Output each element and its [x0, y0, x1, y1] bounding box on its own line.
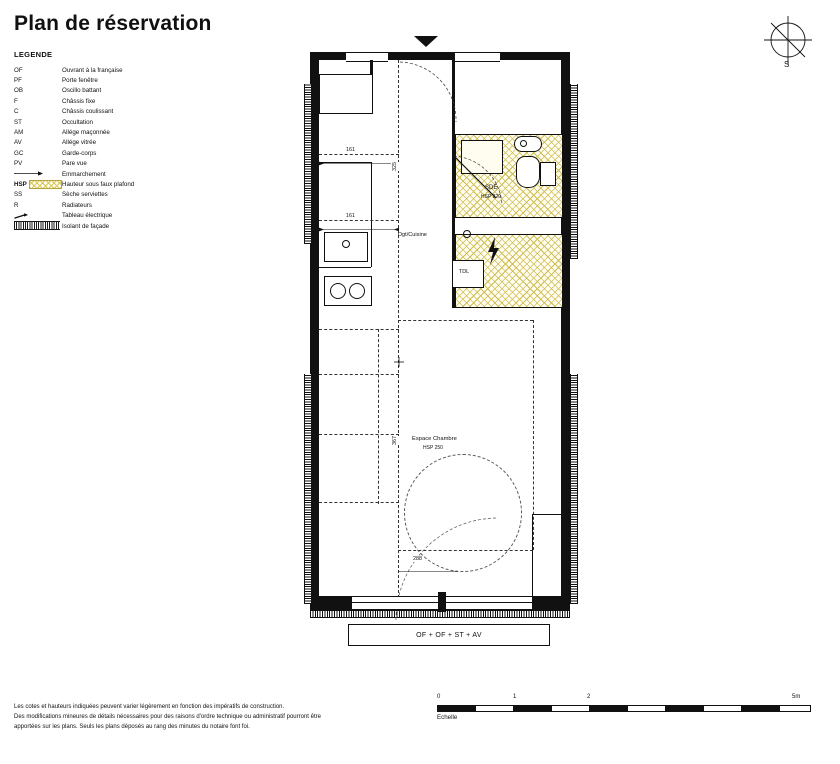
scale-segment [703, 705, 743, 712]
wall-bottom-left [310, 596, 352, 610]
dim-288 [398, 562, 458, 580]
legend-item [14, 159, 244, 169]
kitchen-counter-bottom [319, 267, 371, 268]
electrical-panel-icon [14, 212, 62, 220]
dim-288-value: 288 [413, 556, 422, 562]
scale-segment [589, 705, 629, 712]
window-top-right [455, 52, 500, 62]
scale-tick-5m: 5m [792, 694, 801, 700]
room-label-dgt-cuisine: Dgt/Cuisine [398, 232, 427, 238]
legend-code: SS [14, 191, 23, 199]
scale-segment [741, 705, 781, 712]
legend-symbol-hsp [14, 180, 62, 189]
legend-desc: Emmarchement [62, 170, 106, 178]
washbasin-drain-icon [520, 140, 527, 147]
opening-label-box [348, 624, 550, 646]
washbasin [514, 136, 542, 152]
scale-segment [627, 705, 667, 712]
electrical-panel-icon [485, 236, 501, 271]
toilet [516, 156, 540, 188]
legend-desc: Hauteur sous faux plafond [62, 180, 135, 188]
dash-guide-vertical-right [533, 320, 534, 550]
legend-item [14, 107, 244, 117]
room-label-sde: SDE [485, 185, 498, 191]
dim-325-value: 325 [392, 162, 398, 171]
legend-item [14, 148, 244, 158]
hob-burner-icon [349, 283, 365, 299]
legend-item [14, 86, 244, 96]
legend-desc: Porte fenêtre [62, 77, 98, 85]
scale-segment [665, 705, 705, 712]
legend-code: AV [14, 139, 22, 147]
page-title: Plan de réservation [14, 12, 212, 35]
legend-desc: Radiateurs [62, 201, 92, 209]
dim-161-bottom [319, 220, 399, 238]
legend-symbol-arrow [14, 170, 62, 179]
legend-code: HSP [14, 180, 27, 188]
window-top-left [346, 52, 388, 62]
legend-code: PF [14, 77, 22, 85]
compass-rose [762, 16, 818, 72]
room-label-espace-chambre: Espace Chambre [412, 436, 457, 442]
legend-desc: Pare vue [62, 160, 87, 168]
dim-161-bottom-value: 161 [346, 213, 355, 219]
scale-segment [513, 705, 553, 712]
legend-code: ST [14, 118, 22, 126]
scale-tick-1: 1 [513, 694, 517, 700]
legend-item-emmarchement [14, 169, 244, 179]
scale-tick-2: 2 [587, 694, 591, 700]
legend-item [14, 127, 244, 137]
legend-item [14, 138, 244, 148]
scale-segment [475, 705, 515, 712]
legend-item [14, 190, 244, 200]
legend-code: F [14, 97, 18, 105]
niche-line-top [532, 514, 562, 515]
legend-code: C [14, 108, 19, 116]
scale-segment [437, 705, 477, 712]
legend-item-isolant [14, 221, 244, 231]
door-swing-entrance [398, 60, 458, 138]
legend-item [14, 96, 244, 106]
legend-desc: Occultation [62, 118, 93, 126]
facade-insulation-left-lower [304, 374, 312, 604]
legend-code: PV [14, 160, 23, 168]
scale-caption: Echelle [437, 714, 458, 721]
legend-item [14, 65, 244, 75]
legend-desc: Sèche serviettes [62, 191, 108, 199]
dash-guide-room-c [319, 502, 399, 503]
legend-desc: Isolant de façade [62, 222, 110, 230]
dim-161-top [319, 154, 399, 172]
legend-item [14, 75, 244, 85]
legend-title: LEGENDE [14, 50, 53, 59]
legend-desc: Allége maçonnée [62, 129, 110, 137]
legend-item-hsp [14, 179, 244, 189]
entry-arrow-icon [410, 34, 442, 53]
legend-desc: Ouvrant à la française [62, 66, 123, 74]
legend-code: R [14, 201, 19, 209]
room-hsp-sde: HSP 220 [481, 194, 501, 200]
hob-burner-icon [330, 283, 346, 299]
legend-desc: Garde-corps [62, 149, 97, 157]
sink-drain-icon [342, 240, 350, 248]
legend-item-tableau-electrique [14, 210, 244, 220]
legend-code: GC [14, 149, 24, 157]
compass-south-label: S [784, 60, 790, 69]
dim-161-top-value: 161 [346, 147, 355, 153]
legend-desc: Tableau électrique [62, 212, 113, 220]
ceiling-point-icon [463, 230, 471, 238]
floor-plan [300, 44, 600, 644]
kitchen-counter-edge [371, 162, 372, 267]
dash-guide-mid [398, 320, 533, 321]
note-line: apportées sur les plans. Seuls les plans déposés au rang des minutes du notaire font foi. [14, 724, 250, 730]
scale-bar [437, 694, 809, 721]
room-hsp-chambre: HSP 250 [423, 445, 443, 451]
scale-tick-0: 0 [437, 694, 441, 700]
balcony-door-mullion [438, 592, 446, 612]
scale-segment [551, 705, 591, 712]
legend-code: OB [14, 87, 23, 95]
tdl-label: TDL [459, 269, 470, 275]
legend-panel [14, 50, 244, 231]
legend-item [14, 200, 244, 210]
legend-desc: Châssis coulissant [62, 108, 114, 116]
legend-item [14, 117, 244, 127]
axis-center-marker [394, 354, 404, 372]
legal-notes [14, 702, 414, 732]
opening-label-text: OF + OF + ST + AV [416, 631, 482, 639]
legend-desc: Châssis fixe [62, 97, 96, 105]
legend-code: AM [14, 129, 24, 137]
toilet-cistern [540, 162, 556, 186]
wall-bottom-right [532, 596, 570, 610]
legend-code: OF [14, 66, 23, 74]
facade-insulation-right-upper [570, 84, 578, 259]
hatch-swatch-icon [29, 180, 62, 189]
insulation-swatch-icon [14, 221, 62, 232]
facade-insulation-left-upper [304, 84, 312, 244]
dim-367-value: 367 [392, 436, 398, 445]
note-line: Les cotes et hauteurs indiquées peuvent varier légèrement en fonction des impératifs de construction. [14, 704, 285, 710]
arrow-icon [14, 170, 44, 177]
legend-desc: Allége vitrée [62, 139, 97, 147]
dash-guide-vertical-left [378, 329, 379, 504]
niche-line-side [532, 514, 533, 596]
dash-guide-kitchen-bottom [319, 329, 399, 330]
facade-insulation-right-lower [570, 374, 578, 604]
legend-desc: Oscillo battant [62, 87, 102, 95]
kitchen-upper-cabinet [319, 74, 373, 114]
dash-guide-room-a [319, 374, 399, 375]
scale-segment [779, 705, 811, 712]
dash-guide-room-b [319, 434, 399, 435]
note-line: Des modifications mineures de détails nécessaires pour des raisons d'ordre technique ou administratif pourront être [14, 714, 321, 720]
